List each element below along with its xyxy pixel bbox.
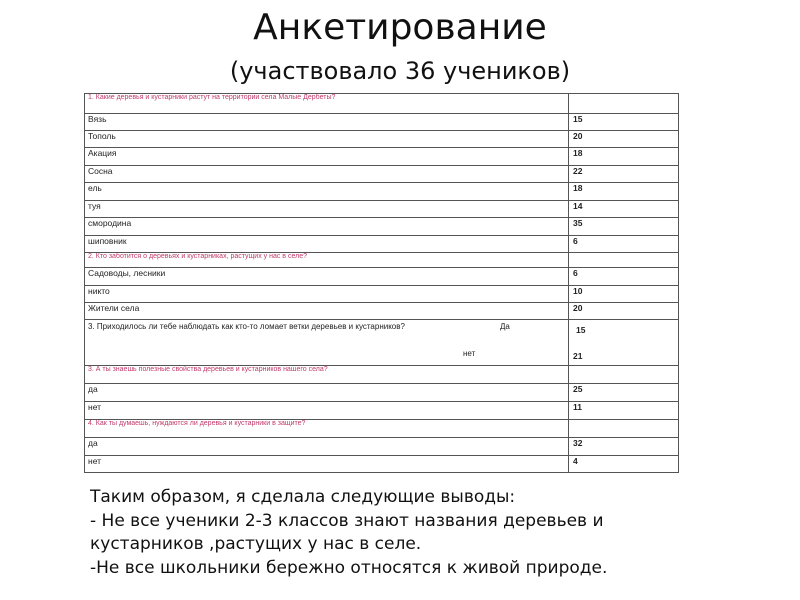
- answer-value: 25: [569, 384, 679, 402]
- table-row: [85, 366, 679, 384]
- table-row: [85, 131, 679, 148]
- answer-value: 20: [569, 303, 679, 320]
- question-1: 1. Какие деревья и кустарники растут на территории села Малые Дербеты?: [85, 94, 569, 114]
- question-3-values: [569, 320, 679, 366]
- conclusion-line: кустарников ,растущих у нас в селе.: [90, 534, 422, 554]
- answer-label: Садоводы, лесники: [85, 268, 569, 286]
- answer-value: 22: [569, 166, 679, 183]
- table-row: [85, 268, 679, 286]
- table-row: [85, 303, 679, 320]
- table-row: [85, 402, 679, 420]
- question-5-value: [569, 420, 679, 438]
- conclusion-line: -Не все школьники бережно относятся к живой природе.: [90, 557, 608, 578]
- table-row: [85, 166, 679, 183]
- table-row: [85, 286, 679, 303]
- table-row: [85, 218, 679, 236]
- question-3-yes-value: 15: [576, 325, 586, 335]
- answer-label: Вязь: [85, 114, 569, 131]
- question-5: 4. Как ты думаешь, нуждаются ли деревья и кустарники в защите?: [85, 420, 569, 438]
- answer-value: 6: [569, 268, 679, 286]
- answer-value: 32: [569, 438, 679, 456]
- answer-label: Акация: [85, 148, 569, 166]
- answer-label: Тополь: [85, 131, 569, 148]
- answer-value: 15: [569, 114, 679, 131]
- survey-table: [84, 93, 679, 473]
- answer-label: ель: [85, 183, 569, 201]
- question-2: 2. Кто заботится о деревьях и кустарниках, растущих у нас в селе?: [85, 253, 569, 268]
- question-4: 3. А ты знаешь полезные свойства деревьев и кустарников нашего села?: [85, 366, 569, 384]
- answer-label: да: [85, 384, 569, 402]
- answer-value: 20: [569, 131, 679, 148]
- table-row: [85, 320, 679, 366]
- answer-label: Жители села: [85, 303, 569, 320]
- answer-label: нет: [85, 402, 569, 420]
- conclusion-line: Таким образом, я сделала следующие выводы:: [90, 487, 516, 507]
- table-row: [85, 384, 679, 402]
- question-3-no-label: нет: [463, 349, 476, 358]
- page-title: Анкетирование: [253, 7, 547, 48]
- page-subtitle: (участвовало 36 учеников): [229, 57, 571, 85]
- answer-value: 14: [569, 201, 679, 218]
- conclusion-text: [90, 486, 770, 580]
- table-row: [85, 148, 679, 166]
- table-row: [85, 114, 679, 131]
- answer-label: шиповник: [85, 236, 569, 253]
- question-3-yes-label: Да: [500, 322, 510, 331]
- answer-label: никто: [85, 286, 569, 303]
- table-row: [85, 253, 679, 268]
- answer-label: смородина: [85, 218, 569, 236]
- answer-value: 35: [569, 218, 679, 236]
- question-2-value: [569, 253, 679, 268]
- answer-label: туя: [85, 201, 569, 218]
- question-4-value: [569, 366, 679, 384]
- answer-value: 11: [569, 402, 679, 420]
- conclusion-line: - Не все ученики 2-3 классов знают названия деревьев и: [90, 510, 604, 531]
- answer-label: нет: [85, 456, 569, 473]
- table-row: [85, 456, 679, 473]
- answer-value: 4: [569, 456, 679, 473]
- answer-value: 18: [569, 183, 679, 201]
- question-1-value: [569, 94, 679, 114]
- question-3-no-value: 21: [573, 351, 583, 361]
- answer-label: да: [85, 438, 569, 456]
- table-row: [85, 201, 679, 218]
- answer-value: 6: [569, 236, 679, 253]
- table-row: [85, 94, 679, 114]
- question-3: 3. Приходилось ли тебе наблюдать как кто-то ломает ветки деревьев и кустарников?: [88, 322, 405, 331]
- table-row: [85, 183, 679, 201]
- table-row: [85, 438, 679, 456]
- table-row: [85, 420, 679, 438]
- question-3-cell: [85, 320, 569, 366]
- answer-value: 10: [569, 286, 679, 303]
- answer-value: 18: [569, 148, 679, 166]
- answer-label: Сосна: [85, 166, 569, 183]
- table-row: [85, 236, 679, 253]
